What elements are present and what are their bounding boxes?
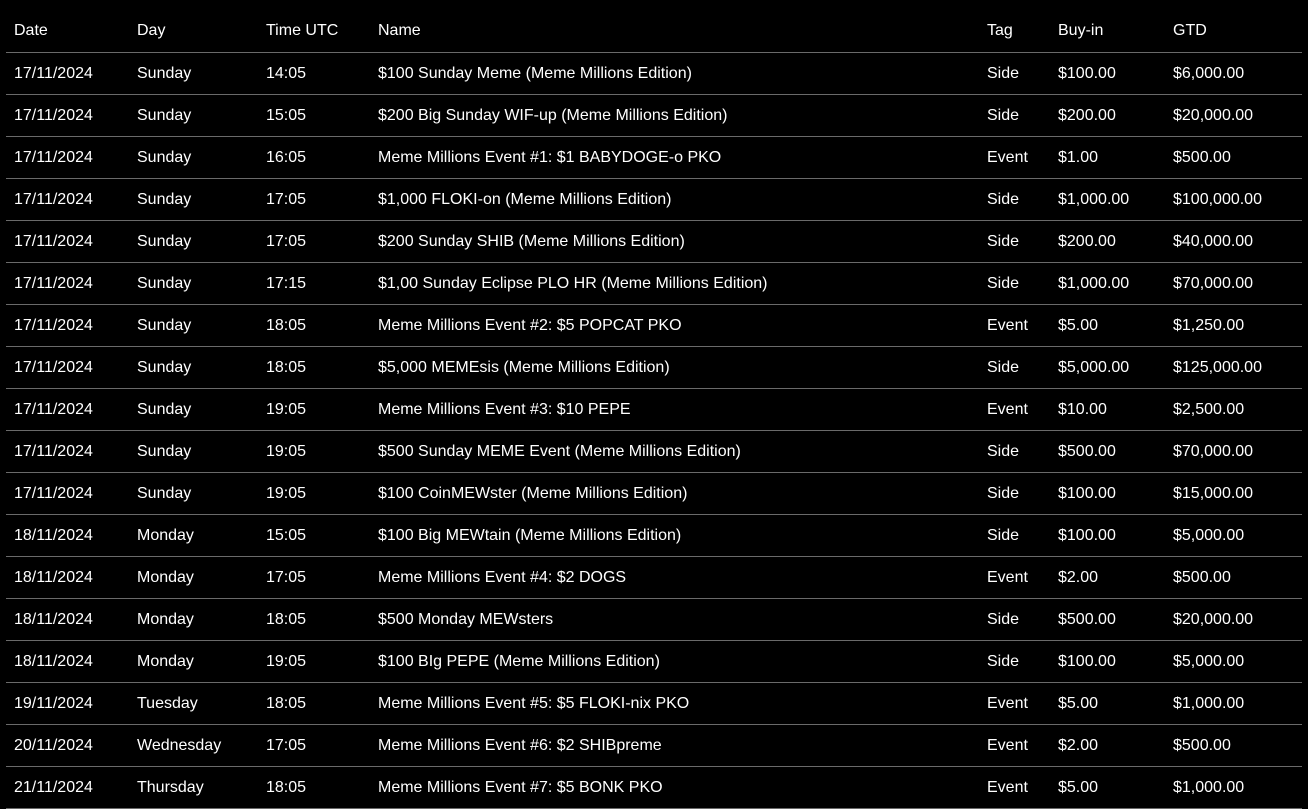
gtd-cell: $6,000.00 <box>1165 53 1302 95</box>
date-cell: 17/11/2024 <box>6 221 129 263</box>
date-cell: 17/11/2024 <box>6 179 129 221</box>
day-cell: Monday <box>129 515 258 557</box>
table-row <box>6 641 1302 683</box>
name-cell: Meme Millions Event #1: $1 BABYDOGE-o PKO <box>370 137 979 179</box>
day-cell: Monday <box>129 599 258 641</box>
tournament-schedule-table <box>6 10 1302 809</box>
buy-in-cell: $100.00 <box>1050 473 1165 515</box>
table-row <box>6 557 1302 599</box>
time-cell: 17:05 <box>258 179 370 221</box>
gtd-cell: $15,000.00 <box>1165 473 1302 515</box>
buy-in-cell: $200.00 <box>1050 95 1165 137</box>
name-cell: Meme Millions Event #4: $2 DOGS <box>370 557 979 599</box>
time-cell: 19:05 <box>258 431 370 473</box>
column-header-date: Date <box>6 10 129 53</box>
tag-cell: Side <box>979 179 1050 221</box>
tag-cell: Side <box>979 95 1050 137</box>
name-cell: Meme Millions Event #2: $5 POPCAT PKO <box>370 305 979 347</box>
table-row <box>6 347 1302 389</box>
date-cell: 17/11/2024 <box>6 473 129 515</box>
gtd-cell: $5,000.00 <box>1165 641 1302 683</box>
day-cell: Sunday <box>129 179 258 221</box>
name-cell: $100 Sunday Meme (Meme Millions Edition) <box>370 53 979 95</box>
time-cell: 14:05 <box>258 53 370 95</box>
day-cell: Sunday <box>129 305 258 347</box>
name-cell: $100 BIg PEPE (Meme Millions Edition) <box>370 641 979 683</box>
gtd-cell: $500.00 <box>1165 137 1302 179</box>
table-row <box>6 389 1302 431</box>
name-cell: Meme Millions Event #5: $5 FLOKI-nix PKO <box>370 683 979 725</box>
gtd-cell: $500.00 <box>1165 725 1302 767</box>
gtd-cell: $70,000.00 <box>1165 263 1302 305</box>
gtd-cell: $100,000.00 <box>1165 179 1302 221</box>
gtd-cell: $500.00 <box>1165 557 1302 599</box>
time-cell: 18:05 <box>258 767 370 809</box>
gtd-cell: $5,000.00 <box>1165 515 1302 557</box>
day-cell: Sunday <box>129 95 258 137</box>
column-header-buy-in: Buy-in <box>1050 10 1165 53</box>
date-cell: 18/11/2024 <box>6 641 129 683</box>
column-header-name: Name <box>370 10 979 53</box>
name-cell: $200 Big Sunday WIF-up (Meme Millions Edition) <box>370 95 979 137</box>
table-row <box>6 431 1302 473</box>
time-cell: 15:05 <box>258 515 370 557</box>
date-cell: 19/11/2024 <box>6 683 129 725</box>
table-row <box>6 305 1302 347</box>
tag-cell: Event <box>979 683 1050 725</box>
name-cell: $200 Sunday SHIB (Meme Millions Edition) <box>370 221 979 263</box>
name-cell: $1,00 Sunday Eclipse PLO HR (Meme Millions Edition) <box>370 263 979 305</box>
date-cell: 17/11/2024 <box>6 431 129 473</box>
time-cell: 18:05 <box>258 683 370 725</box>
table-row <box>6 221 1302 263</box>
date-cell: 20/11/2024 <box>6 725 129 767</box>
table-body <box>6 53 1302 809</box>
buy-in-cell: $2.00 <box>1050 725 1165 767</box>
buy-in-cell: $200.00 <box>1050 221 1165 263</box>
table-row <box>6 53 1302 95</box>
day-cell: Sunday <box>129 473 258 515</box>
table-row <box>6 683 1302 725</box>
table-row <box>6 179 1302 221</box>
table-row <box>6 725 1302 767</box>
tag-cell: Side <box>979 599 1050 641</box>
gtd-cell: $125,000.00 <box>1165 347 1302 389</box>
table-row <box>6 599 1302 641</box>
gtd-cell: $2,500.00 <box>1165 389 1302 431</box>
name-cell: Meme Millions Event #3: $10 PEPE <box>370 389 979 431</box>
column-header-time-utc: Time UTC <box>258 10 370 53</box>
tag-cell: Side <box>979 53 1050 95</box>
date-cell: 17/11/2024 <box>6 347 129 389</box>
tag-cell: Event <box>979 725 1050 767</box>
buy-in-cell: $100.00 <box>1050 641 1165 683</box>
tag-cell: Side <box>979 221 1050 263</box>
day-cell: Monday <box>129 557 258 599</box>
day-cell: Sunday <box>129 347 258 389</box>
tag-cell: Side <box>979 473 1050 515</box>
name-cell: Meme Millions Event #7: $5 BONK PKO <box>370 767 979 809</box>
date-cell: 17/11/2024 <box>6 137 129 179</box>
tag-cell: Side <box>979 431 1050 473</box>
tag-cell: Side <box>979 347 1050 389</box>
name-cell: $100 CoinMEWster (Meme Millions Edition) <box>370 473 979 515</box>
day-cell: Sunday <box>129 221 258 263</box>
time-cell: 19:05 <box>258 473 370 515</box>
time-cell: 18:05 <box>258 305 370 347</box>
gtd-cell: $1,250.00 <box>1165 305 1302 347</box>
day-cell: Sunday <box>129 389 258 431</box>
name-cell: Meme Millions Event #6: $2 SHIBpreme <box>370 725 979 767</box>
table-row <box>6 263 1302 305</box>
gtd-cell: $70,000.00 <box>1165 431 1302 473</box>
buy-in-cell: $100.00 <box>1050 53 1165 95</box>
day-cell: Sunday <box>129 431 258 473</box>
time-cell: 16:05 <box>258 137 370 179</box>
buy-in-cell: $5.00 <box>1050 683 1165 725</box>
name-cell: $1,000 FLOKI-on (Meme Millions Edition) <box>370 179 979 221</box>
tag-cell: Event <box>979 389 1050 431</box>
day-cell: Tuesday <box>129 683 258 725</box>
tag-cell: Side <box>979 641 1050 683</box>
time-cell: 18:05 <box>258 347 370 389</box>
buy-in-cell: $100.00 <box>1050 515 1165 557</box>
time-cell: 17:05 <box>258 725 370 767</box>
time-cell: 15:05 <box>258 95 370 137</box>
buy-in-cell: $5.00 <box>1050 305 1165 347</box>
day-cell: Wednesday <box>129 725 258 767</box>
time-cell: 19:05 <box>258 389 370 431</box>
table-row <box>6 515 1302 557</box>
name-cell: $100 Big MEWtain (Meme Millions Edition) <box>370 515 979 557</box>
tag-cell: Event <box>979 305 1050 347</box>
gtd-cell: $1,000.00 <box>1165 683 1302 725</box>
table-row <box>6 767 1302 809</box>
name-cell: $500 Sunday MEME Event (Meme Millions Edition) <box>370 431 979 473</box>
date-cell: 18/11/2024 <box>6 515 129 557</box>
date-cell: 17/11/2024 <box>6 389 129 431</box>
date-cell: 17/11/2024 <box>6 263 129 305</box>
time-cell: 18:05 <box>258 599 370 641</box>
buy-in-cell: $5.00 <box>1050 767 1165 809</box>
tag-cell: Side <box>979 263 1050 305</box>
tag-cell: Side <box>979 515 1050 557</box>
gtd-cell: $40,000.00 <box>1165 221 1302 263</box>
buy-in-cell: $1,000.00 <box>1050 263 1165 305</box>
column-header-gtd: GTD <box>1165 10 1302 53</box>
header-row <box>6 10 1302 53</box>
day-cell: Thursday <box>129 767 258 809</box>
buy-in-cell: $1.00 <box>1050 137 1165 179</box>
gtd-cell: $20,000.00 <box>1165 599 1302 641</box>
name-cell: $500 Monday MEWsters <box>370 599 979 641</box>
gtd-cell: $1,000.00 <box>1165 767 1302 809</box>
column-header-tag: Tag <box>979 10 1050 53</box>
date-cell: 21/11/2024 <box>6 767 129 809</box>
tag-cell: Event <box>979 137 1050 179</box>
buy-in-cell: $1,000.00 <box>1050 179 1165 221</box>
gtd-cell: $20,000.00 <box>1165 95 1302 137</box>
table-header <box>6 10 1302 53</box>
day-cell: Sunday <box>129 137 258 179</box>
buy-in-cell: $500.00 <box>1050 599 1165 641</box>
tag-cell: Event <box>979 767 1050 809</box>
table-row <box>6 137 1302 179</box>
name-cell: $5,000 MEMEsis (Meme Millions Edition) <box>370 347 979 389</box>
day-cell: Sunday <box>129 263 258 305</box>
date-cell: 18/11/2024 <box>6 557 129 599</box>
buy-in-cell: $500.00 <box>1050 431 1165 473</box>
time-cell: 17:05 <box>258 557 370 599</box>
buy-in-cell: $10.00 <box>1050 389 1165 431</box>
time-cell: 17:05 <box>258 221 370 263</box>
day-cell: Monday <box>129 641 258 683</box>
date-cell: 18/11/2024 <box>6 599 129 641</box>
table-row <box>6 473 1302 515</box>
date-cell: 17/11/2024 <box>6 305 129 347</box>
date-cell: 17/11/2024 <box>6 95 129 137</box>
column-header-day: Day <box>129 10 258 53</box>
day-cell: Sunday <box>129 53 258 95</box>
time-cell: 17:15 <box>258 263 370 305</box>
time-cell: 19:05 <box>258 641 370 683</box>
tag-cell: Event <box>979 557 1050 599</box>
date-cell: 17/11/2024 <box>6 53 129 95</box>
table-row <box>6 95 1302 137</box>
buy-in-cell: $2.00 <box>1050 557 1165 599</box>
buy-in-cell: $5,000.00 <box>1050 347 1165 389</box>
